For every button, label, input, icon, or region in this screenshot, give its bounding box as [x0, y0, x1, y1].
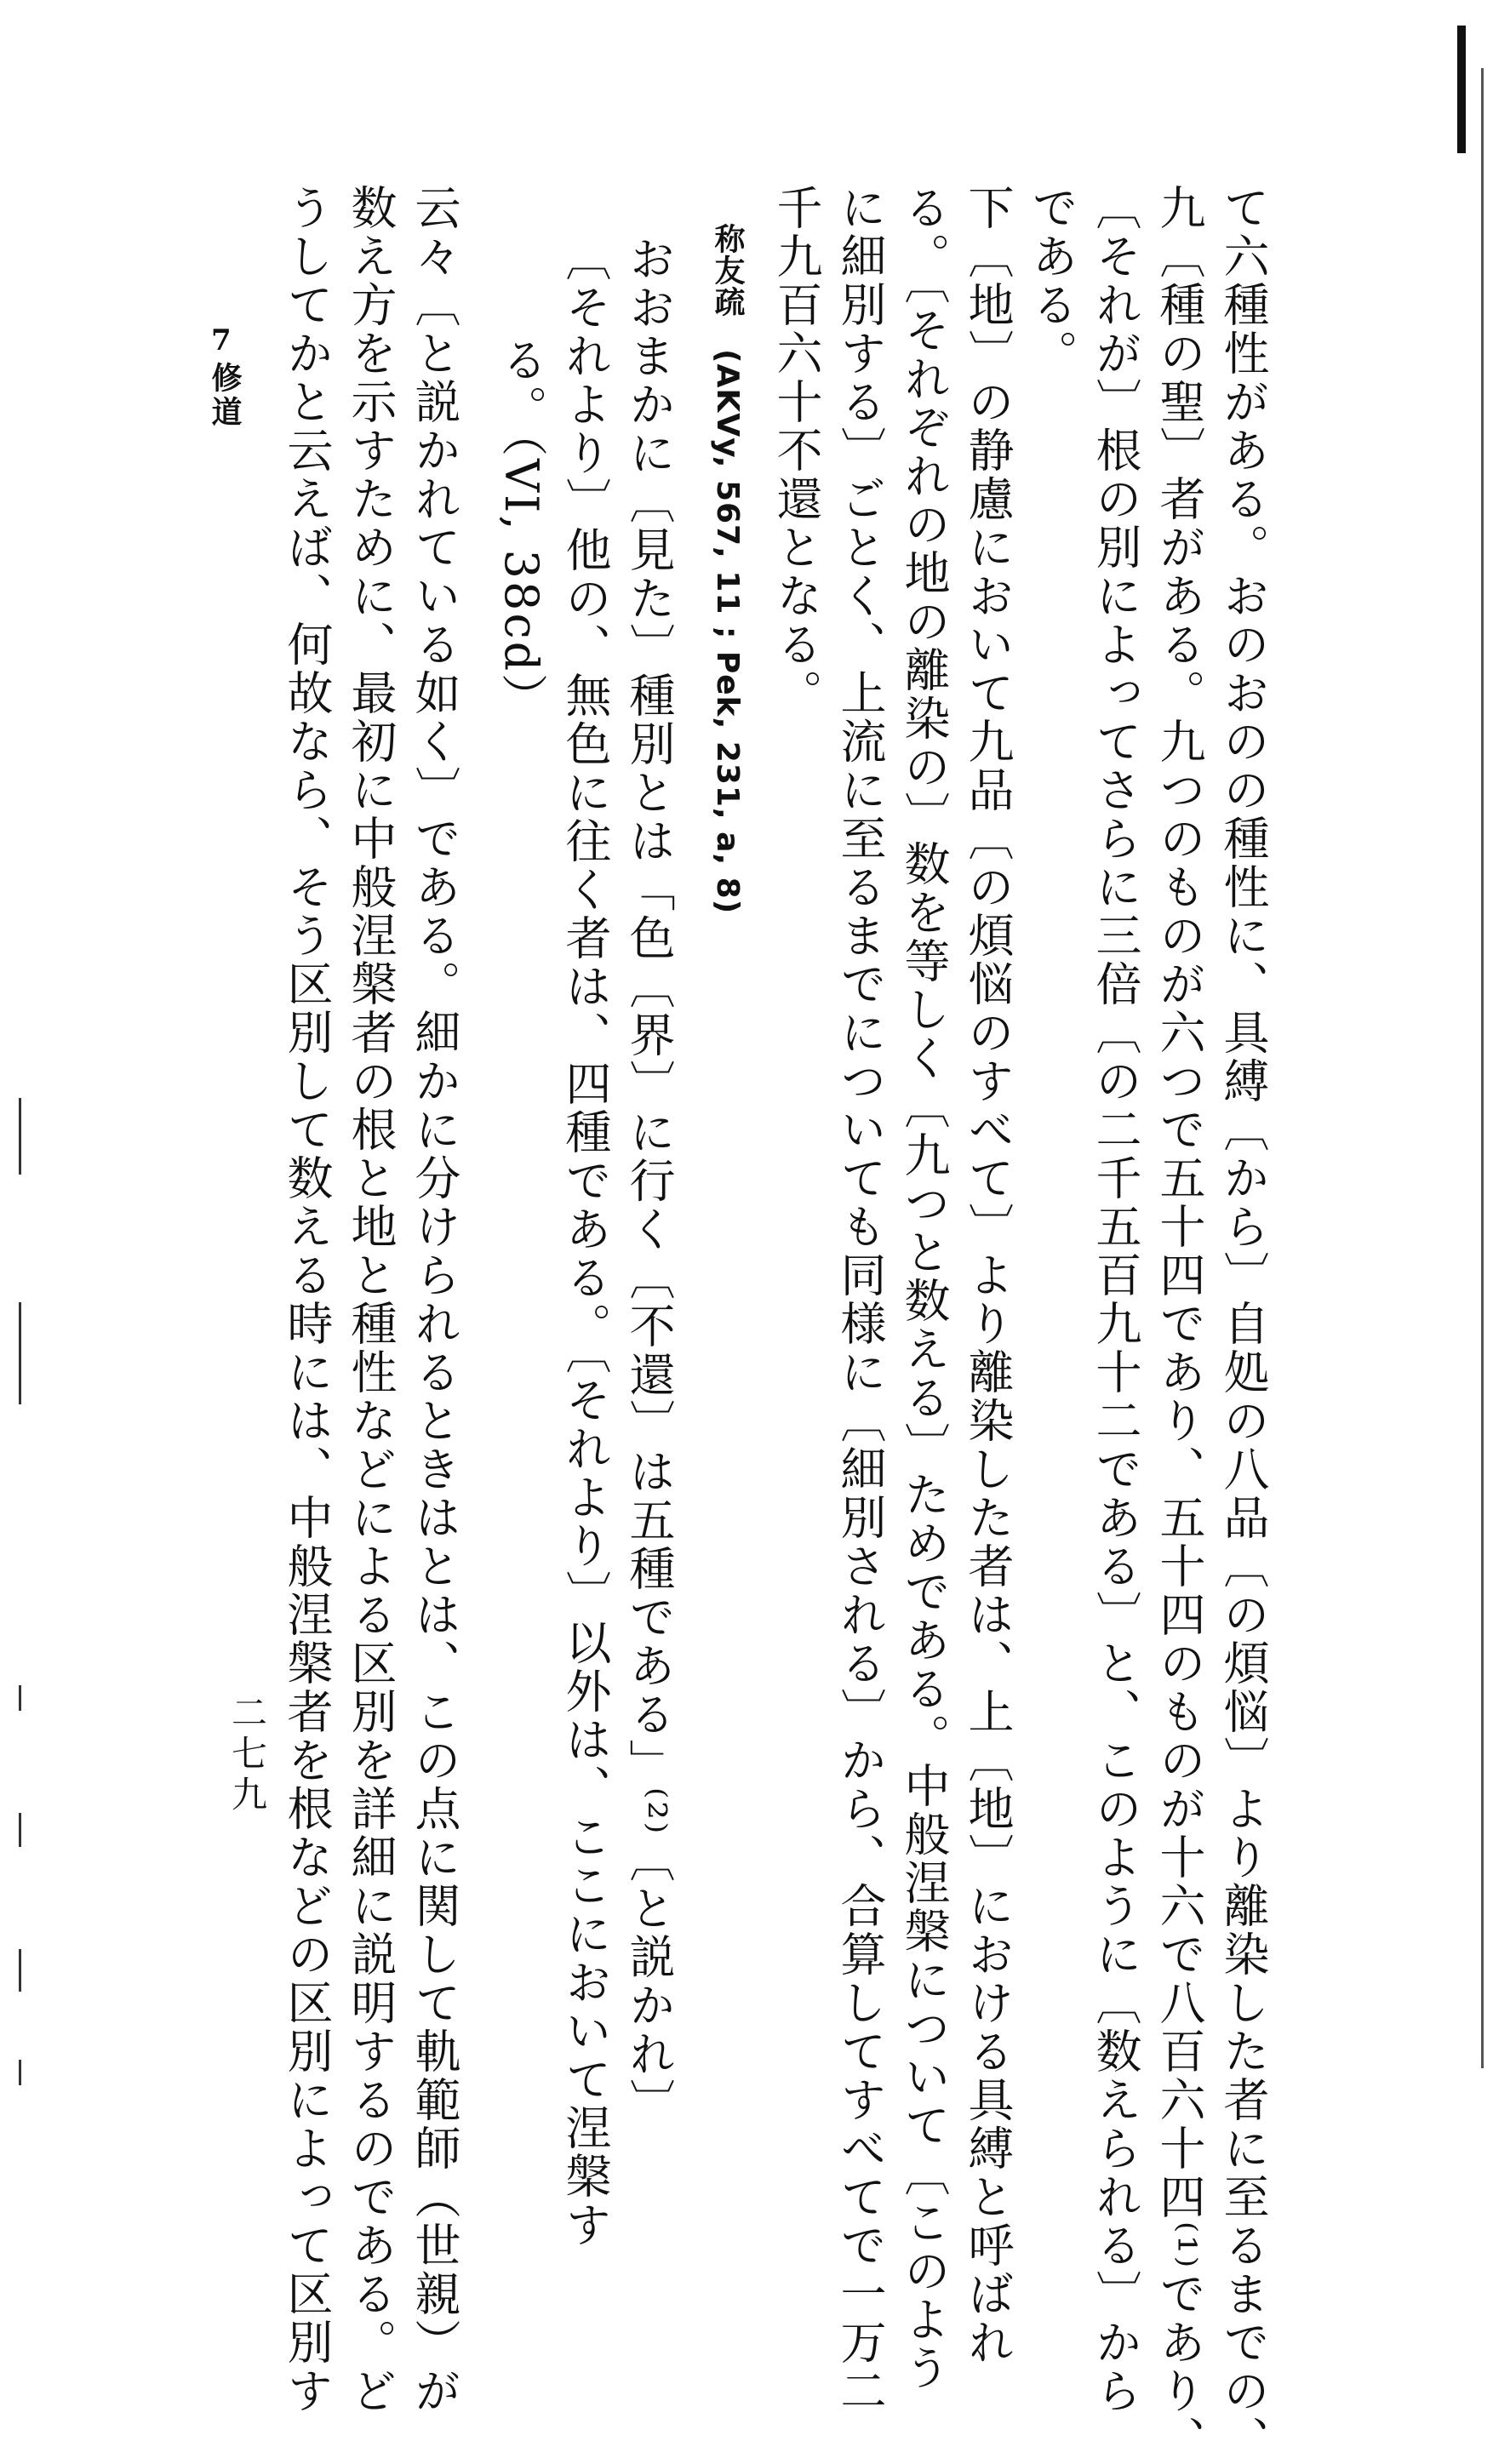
- section-heading: 称友疏 (AKVy, 567, 11 ; Pek, 231, a, 8): [710, 223, 745, 915]
- margin-tick: [19, 1302, 21, 1404]
- text-line-7: に細別する〕ごとく、上流に至るまでについても同様に〔細別される〕から、合算してすべてで一万二: [833, 184, 887, 2415]
- scan-edge-bar: [1457, 26, 1466, 153]
- text-line-12: 云々〔と説かれている如く〕である。細かに分けられるときはとは、この点に関して軌範師（世親）が: [408, 184, 461, 2415]
- text-line-5: 下〔地〕の静慮において九品〔の煩悩のすべて〕より離染した者は、上〔地〕における具縛と呼ばれ: [961, 184, 1015, 2367]
- margin-tick: [19, 2060, 21, 2085]
- text-line-13: 数え方を示すために、最初に中般涅槃者の根と地と種性などによる区別を詳細に説明するのである。ど: [344, 184, 398, 2415]
- text-line-10: 〔それより〕他の、無色に往く者は、四種である。〔それより〕以外は、ここにおいて涅槃す: [558, 235, 612, 2250]
- running-head-title: 修道: [207, 362, 242, 430]
- text-line-11: る。（VI, 38cd）: [495, 336, 548, 723]
- running-head-number: 7: [211, 323, 232, 357]
- text-line-2: 九〔種の聖〕者がある。九つのものが六つで五十四であり、五十四のものが十六で八百六十四⁽¹⁾であり、: [1153, 184, 1206, 2464]
- text-line-6: る。〔それぞれの地の離染の〕数を等しく〔九つと数える〕ためである。中般涅槃について〔このよう: [897, 184, 951, 2393]
- margin-tick: [19, 1949, 21, 1992]
- page-number: 二七九: [226, 1694, 268, 1816]
- text-line-9: おおまかに〔見た〕種別とは「色〔界〕に行く〔不還〕は五種である」⁽²⁾〔と説かれ〕: [622, 235, 676, 2128]
- text-line-8: 千九百六十不還となる。: [769, 184, 823, 717]
- margin-tick: [19, 1685, 21, 1711]
- margin-tick: [19, 1813, 21, 1847]
- text-line-14: うしてかと云えば、何故なら、そう区別して数える時には、中般涅槃者を根などの区別によって区別す: [280, 184, 334, 2415]
- text-line-1: て六種性がある。おのおのの種性に、具縛〔から〕自処の八品〔の煩悩〕より離染した者に至るまでの、: [1216, 184, 1270, 2464]
- text-line-4: である。: [1025, 184, 1078, 378]
- scan-edge-line: [1481, 68, 1484, 2068]
- text-line-3: 〔それが〕根の別によってさらに三倍〔の二千五百九十二である〕と、このように〔数えられる〕から: [1089, 184, 1142, 2415]
- margin-tick: [19, 1098, 21, 1175]
